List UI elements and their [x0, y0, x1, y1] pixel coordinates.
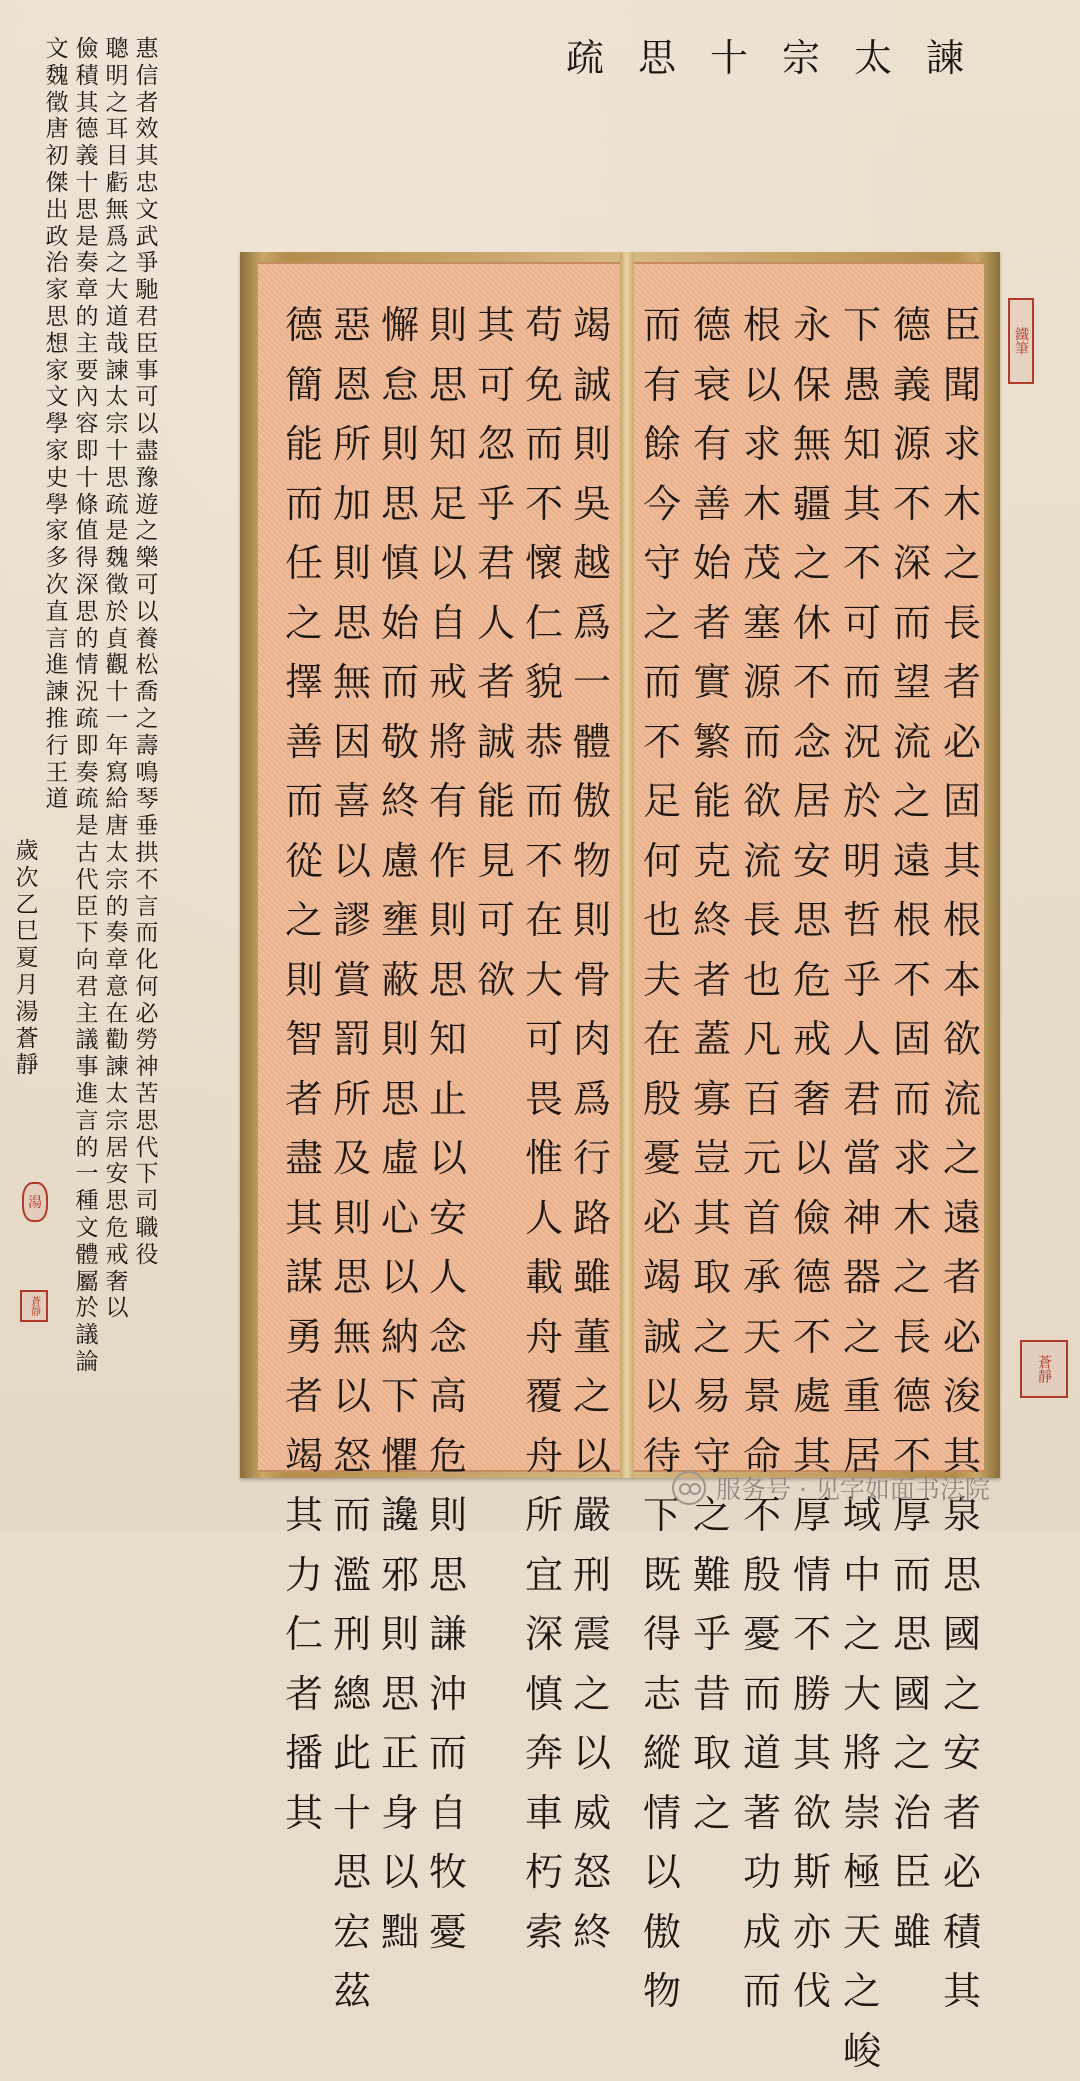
work-title: [555, 28, 975, 88]
title-char: 諫: [925, 36, 964, 80]
watermark: [672, 1468, 1062, 1508]
wechat-icon: [672, 1471, 706, 1505]
commentary-column: 惠 信 者 效 其 忠 文 武 爭 馳 君 臣 事 可 以 盡 豫 遊 之 樂 可 以 養 松 喬 之 壽 鳴 琴 垂 拱 不 言 而 化 何 必 勞 神 苦 思 代 下 司 職 役: [135, 36, 159, 1268]
panel-divider: [620, 252, 634, 1478]
title-char: 思: [637, 36, 676, 80]
text-column: 下 愚 知 其 不 可 而 況 於 明 哲 乎 人 君 當 神 器 之 重 居 域 中 之 大 將 崇 極 天 之 峻: [842, 303, 881, 2073]
commentary-column: 聰 明 之 耳 目 虧 無 爲 之 大 道 哉 諫 太 宗 十 思 疏 是 魏 徵 於 貞 觀 十 一 年 寫 給 唐 太 宗 的 奏 章 意 在 勸 諫 太 宗 居 安 思 危 戒 奢 以: [105, 36, 129, 1322]
title-char: 十: [709, 36, 748, 80]
title-char: 太: [853, 36, 892, 80]
watermark-text: 服务号 · 见字如面书法院: [716, 1475, 990, 1504]
signature-seal-2: 蒼靜: [20, 1290, 48, 1322]
text-column: 竭 誠 則 吳 越 爲 一 體 傲 物 則 骨 肉 爲 行 路 雖 董 之 以 嚴 刑 震 之 以 威 怒 終: [572, 303, 611, 1954]
text-column: 臣 聞 求 木 之 長 者 必 固 其 根 本 欲 流 之 遠 者 必 浚 其 泉 思 國 之 安 者 必 積 其: [942, 303, 981, 2013]
commentary-column: 文 魏 徵 唐 初 傑 出 政 治 家 思 想 家 文 學 家 史 學 家 多 次 直 言 進 諫 推 行 王 道: [45, 36, 69, 813]
text-column: 懈 怠 則 思 慎 始 而 敬 終 慮 壅 蔽 則 思 虛 心 以 納 下 懼 讒 邪 則 思 正 身 以 黜: [380, 303, 419, 1954]
title-char: 疏: [565, 36, 604, 80]
text-column: 其 可 忽 乎 君 人 者 誠 能 見 可 欲: [476, 303, 515, 1002]
text-column: 而 有 餘 今 守 之 而 不 足 何 也 夫 在 殷 憂 必 竭 誠 以 待 下 既 得 志 縱 情 以 傲 物: [642, 303, 681, 2013]
text-column: 德 義 源 不 深 而 望 流 之 遠 根 不 固 而 求 木 之 長 德 不 厚 而 思 國 之 治 臣 雖: [892, 303, 931, 1954]
text-column: 苟 免 而 不 懷 仁 貌 恭 而 不 在 大 可 畏 惟 人 載 舟 覆 舟 所 宜 深 慎 奔 車 朽 索: [524, 303, 563, 1954]
signature-column: 歲 次 乙 巳 夏 月 湯 蒼 靜: [15, 838, 39, 1079]
text-column: 則 思 知 足 以 自 戒 將 有 作 則 思 知 止 以 安 人 念 高 危 則 思 謙 沖 而 自 牧 憂: [428, 303, 467, 1954]
commentary-column: 儉 積 其 德 義 十 思 是 奏 章 的 主 要 內 容 即 十 條 值 得 深 思 的 情 況 疏 即 奏 疏 是 古 代 臣 下 向 君 主 議 事 進 言 的 一 種 文 體 屬 於 議 論: [75, 36, 99, 1376]
title-char: 宗: [781, 36, 820, 80]
seal-upper-right: 鐵筆: [1008, 298, 1034, 384]
text-column: 德 衰 有 善 始 者 實 繁 能 克 終 者 蓋 寡 豈 其 取 之 易 守 之 難 乎 昔 取 之: [692, 303, 731, 1835]
text-column: 根 以 求 木 茂 塞 源 而 欲 流 長 也 凡 百 元 首 承 天 景 命 不 殷 憂 而 道 著 功 成 而: [742, 303, 781, 2013]
text-column: 德 簡 能 而 任 之 擇 善 而 從 之 則 智 者 盡 其 謀 勇 者 竭 其 力 仁 者 播 其: [284, 303, 323, 1835]
text-column: 惡 恩 所 加 則 思 無 因 喜 以 謬 賞 罰 所 及 則 思 無 以 怒 而 濫 刑 總 此 十 思 宏 茲: [332, 303, 371, 2013]
text-column: 永 保 無 疆 之 休 不 念 居 安 思 危 戒 奢 以 儉 德 不 處 其 厚 情 不 勝 其 欲 斯 亦 伐: [792, 303, 831, 2013]
signature-seal-1: 湯: [22, 1182, 48, 1222]
seal-lower-right: 蒼靜: [1020, 1340, 1068, 1398]
